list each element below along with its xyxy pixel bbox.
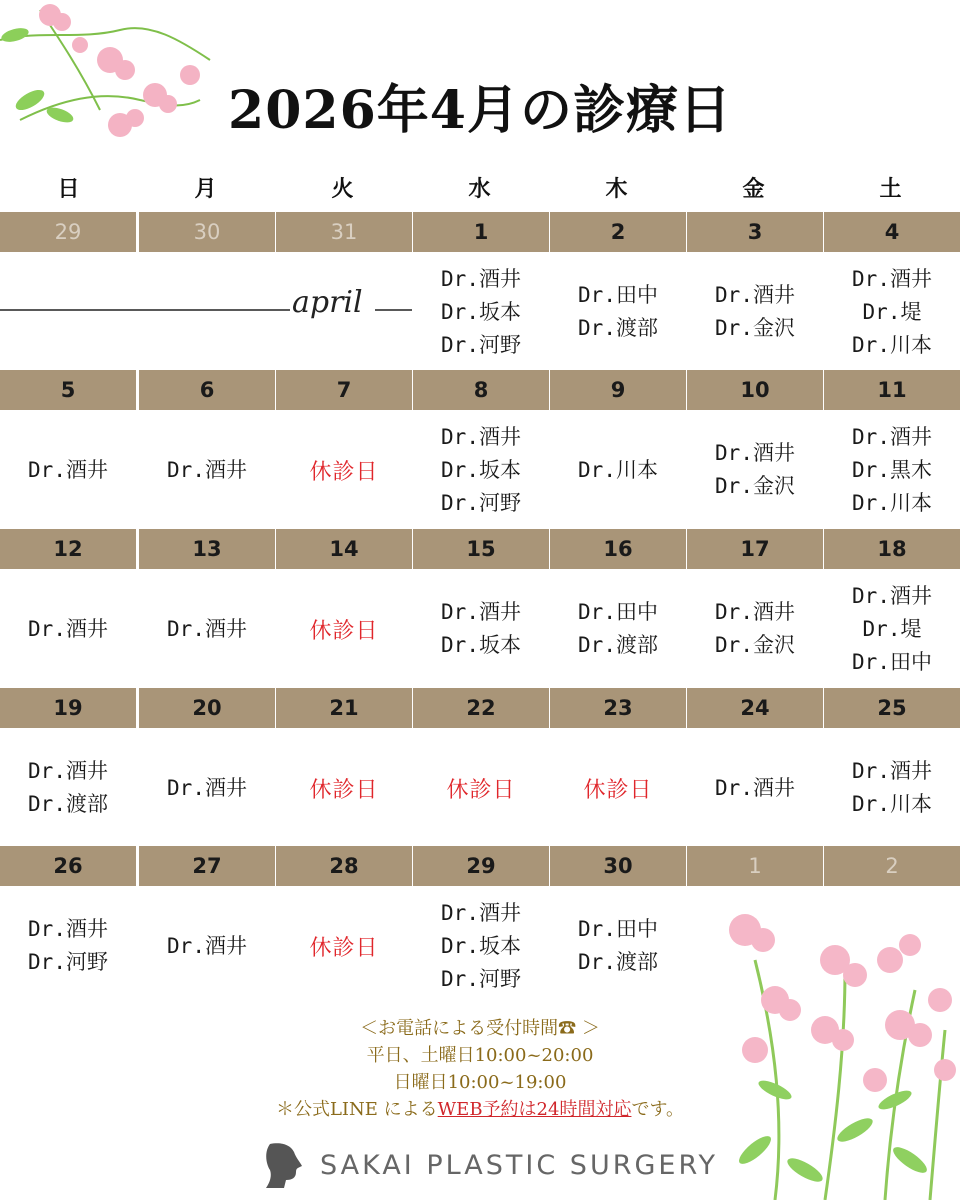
date-label: 25 [824, 688, 960, 728]
doctor-name: Dr.酒井 [852, 583, 932, 608]
doctor-name: Dr.酒井 [852, 266, 932, 291]
doctor-name: Dr.酒井 [28, 917, 108, 941]
day-cell [276, 571, 412, 687]
day-cell [139, 888, 275, 1004]
closed-day-label: 休診日 [309, 777, 379, 803]
closed-day-label: 休診日 [583, 777, 653, 803]
line-note-suffix: です。 [631, 1099, 685, 1120]
day-cell [687, 254, 823, 370]
date-label: 17 [687, 529, 823, 569]
date-label: 22 [413, 688, 549, 728]
date-label: 29 [0, 212, 136, 252]
doctor-name: Dr.川本 [852, 332, 932, 357]
doctor-name: Dr.坂本 [441, 633, 521, 657]
phone-hours-heading: ＜お電話による受付時間☎ ＞ [360, 1018, 600, 1039]
date-label: 29 [413, 846, 549, 886]
day-cell [550, 888, 686, 1004]
closed-day-label: 休診日 [446, 777, 516, 803]
profile-silhouette-icon [262, 1142, 306, 1188]
day-cell [276, 412, 412, 528]
doctor-name: Dr.渡部 [578, 950, 658, 974]
doctor-name: Dr.川本 [852, 490, 932, 515]
doctor-name: Dr.河野 [28, 950, 108, 974]
date-label: 13 [139, 529, 275, 569]
weekday-hours: 平日、土曜日10:00~20:00 [366, 1045, 594, 1066]
doctor-name: Dr.酒井 [441, 900, 521, 925]
contact-info [0, 1015, 960, 1123]
april-script-decoration [0, 268, 412, 338]
doctor-name: Dr.金沢 [715, 633, 795, 657]
doctor-name: Dr.坂本 [441, 299, 521, 324]
day-cell [687, 571, 823, 687]
date-label: 5 [0, 370, 136, 410]
doctor-name: Dr.黒木 [852, 457, 932, 482]
day-cell [413, 412, 549, 528]
day-cell [413, 254, 549, 370]
date-label: 16 [550, 529, 686, 569]
weekday-sun: 日 [57, 177, 80, 202]
doctor-name: Dr.川本 [852, 792, 932, 816]
weekday-sat: 土 [879, 177, 902, 202]
day-cell [413, 888, 549, 1004]
date-label: 19 [0, 688, 136, 728]
date-label: 27 [139, 846, 275, 886]
day-cell [824, 412, 960, 528]
weekday-wed: 水 [468, 177, 491, 202]
weekday-thu: 木 [605, 177, 628, 202]
date-label: 26 [0, 846, 136, 886]
doctor-name: Dr.酒井 [28, 616, 108, 641]
sunday-hours: 日曜日10:00~19:00 [393, 1072, 567, 1093]
doctor-name: Dr.酒井 [715, 775, 795, 800]
date-label: 9 [550, 370, 686, 410]
day-cell [0, 412, 136, 528]
line-reservation-note [0, 1096, 960, 1123]
weekday-mon: 月 [194, 177, 217, 202]
date-label: 12 [0, 529, 136, 569]
day-cell [550, 730, 686, 846]
day-cell [550, 412, 686, 528]
doctor-name: Dr.酒井 [28, 759, 108, 783]
doctor-name: Dr.坂本 [441, 457, 521, 482]
day-cell [139, 730, 275, 846]
date-label: 2 [550, 212, 686, 252]
day-cell [276, 888, 412, 1004]
weekday-fri: 金 [742, 177, 765, 202]
doctor-name: Dr.渡部 [28, 792, 108, 816]
doctor-name: Dr.田中 [852, 649, 932, 674]
doctor-name: Dr.酒井 [167, 457, 247, 482]
date-label: 1 [413, 212, 549, 252]
date-label: 2 [824, 846, 960, 886]
closed-day-label: 休診日 [309, 618, 379, 644]
date-label: 4 [824, 212, 960, 252]
date-label: 31 [276, 212, 412, 252]
day-cell [550, 254, 686, 370]
doctor-name: Dr.酒井 [167, 933, 247, 958]
doctor-name: Dr.堤 [862, 616, 922, 641]
date-label: 21 [276, 688, 412, 728]
doctor-name: Dr.田中 [578, 917, 658, 941]
date-label: 24 [687, 688, 823, 728]
day-cell [139, 571, 275, 687]
date-label: 28 [276, 846, 412, 886]
closed-day-label: 休診日 [309, 935, 379, 961]
day-cell [824, 571, 960, 687]
weekday-tue: 火 [331, 177, 354, 202]
clinic-brand [262, 1142, 718, 1188]
clinic-name: SAKAI PLASTIC SURGERY [320, 1149, 718, 1181]
day-cell [687, 412, 823, 528]
date-label: 8 [413, 370, 549, 410]
weekday-header [0, 172, 960, 208]
doctor-name: Dr.田中 [578, 283, 658, 307]
doctor-name: Dr.田中 [578, 600, 658, 624]
day-cell [550, 571, 686, 687]
date-label: 3 [687, 212, 823, 252]
doctor-name: Dr.酒井 [167, 616, 247, 641]
date-label: 23 [550, 688, 686, 728]
doctor-name: Dr.堤 [862, 299, 922, 324]
doctor-name: Dr.酒井 [852, 759, 932, 783]
day-cell [0, 730, 136, 846]
doctor-name: Dr.酒井 [852, 424, 932, 449]
doctor-name: Dr.酒井 [441, 424, 521, 449]
date-label: 10 [687, 370, 823, 410]
date-label: 30 [139, 212, 275, 252]
doctor-name: Dr.川本 [578, 457, 658, 482]
day-cell [276, 730, 412, 846]
closed-day-label: 休診日 [309, 459, 379, 485]
doctor-name: Dr.河野 [441, 332, 521, 357]
date-label: 7 [276, 370, 412, 410]
web-reservation-link[interactable]: WEB予約は24時間対応 [437, 1099, 632, 1120]
april-script-text: april [292, 285, 363, 320]
line-note-prefix: ＊公式LINE による [275, 1099, 438, 1120]
doctor-name: Dr.酒井 [441, 600, 521, 624]
date-label: 15 [413, 529, 549, 569]
doctor-name: Dr.酒井 [715, 441, 795, 465]
date-label: 30 [550, 846, 686, 886]
doctor-name: Dr.酒井 [28, 457, 108, 482]
page-title: 2026年4月の診療日 [228, 80, 732, 141]
day-cell [413, 730, 549, 846]
doctor-name: Dr.河野 [441, 490, 521, 515]
doctor-name: Dr.金沢 [715, 474, 795, 498]
day-cell [0, 571, 136, 687]
doctor-name: Dr.金沢 [715, 316, 795, 340]
doctor-name: Dr.酒井 [441, 266, 521, 291]
doctor-name: Dr.酒井 [715, 283, 795, 307]
day-cell [824, 254, 960, 370]
doctor-name: Dr.酒井 [167, 775, 247, 800]
date-label: 1 [687, 846, 823, 886]
date-label: 20 [139, 688, 275, 728]
day-cell [139, 412, 275, 528]
date-label: 14 [276, 529, 412, 569]
doctor-name: Dr.河野 [441, 966, 521, 991]
day-cell [0, 888, 136, 1004]
day-cell [824, 730, 960, 846]
date-label: 6 [139, 370, 275, 410]
doctor-name: Dr.渡部 [578, 633, 658, 657]
day-cell [413, 571, 549, 687]
doctor-name: Dr.渡部 [578, 316, 658, 340]
date-label: 18 [824, 529, 960, 569]
date-label: 11 [824, 370, 960, 410]
doctor-name: Dr.坂本 [441, 933, 521, 958]
doctor-name: Dr.酒井 [715, 600, 795, 624]
day-cell [687, 730, 823, 846]
